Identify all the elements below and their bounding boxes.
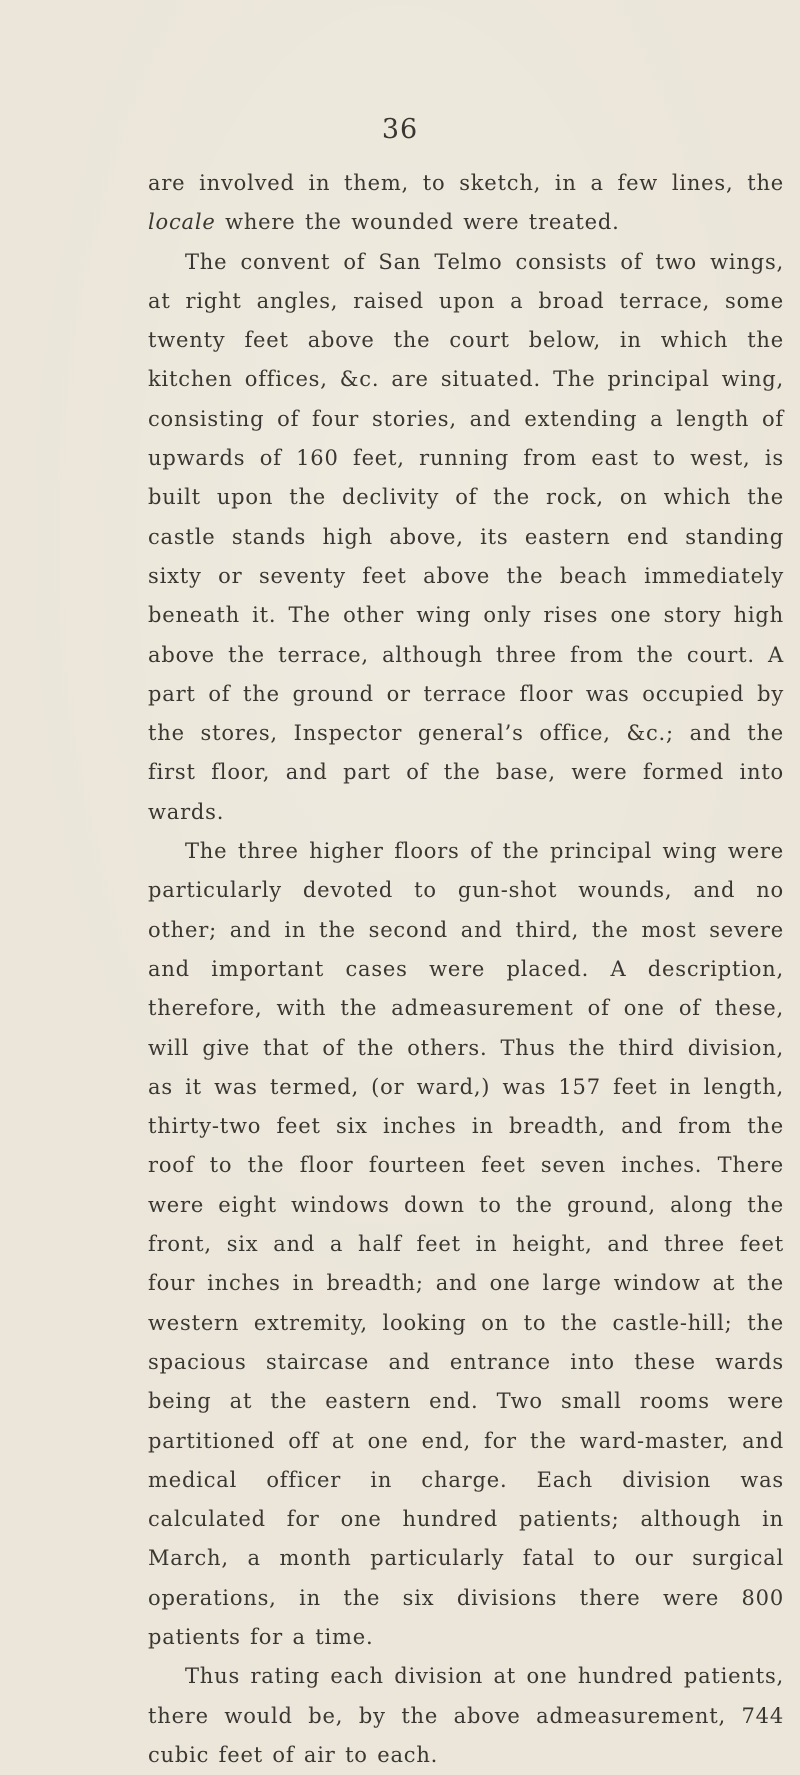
paragraph-2: The convent of San Telmo consists of two wings, at right angles, raised upon a broad terrace, some twenty feet above the court below, in which the kitchen offices, &c. are situated. The principal wing, consisting of four stories, and extending a length of upwards of 160 feet, running from east to west, is built upon the declivity of the rock, on which the castle stands high above, its eastern end standing sixty or seventy feet above the beach immediately beneath it. The other wing only rises one story high above the terrace, although three from the court. A part of the ground or terrace floor was occupied by the stores, Inspector general’s office, &c.; and the first floor, and part of the base, were formed into wards. (148, 249, 784, 824)
paragraph-4: Thus rating each division at one hundred patients, there would be, by the above admeasurement, 744 cubic feet of air to each. (148, 1664, 784, 1767)
paragraph-3: The three higher floors of the principal wing were particularly devoted to gun-shot wounds, and no other; and in the second and third, the most severe and important cases were placed. A description, therefore, with the admeasurement of one of these, will give that of the others. Thus the third division, as it was termed, (or ward,) was 157 feet in length, thirty-two feet six inches in breadth, and from the roof to the floor fourteen feet seven inches. There were eight windows down to the ground, along the front, six and a half feet in height, and three feet four inches in breadth; and one large window at the western extremity, looking on to the castle-hill; the spacious staircase and entrance into these wards being at the eastern end. Two small rooms were partitioned off at one end, for the ward-master, and medical officer in charge. Each division was calculated for one hundred patients; although in March, a month particularly fatal to our surgical operations, in the six divisions there were 800 patients for a time. (148, 839, 784, 1649)
italic-word: locale (148, 210, 216, 235)
paragraph-1: are involved in them, to sketch, in a few lines, the locale where the wounded were treated. (148, 171, 784, 235)
page-number: 36 (381, 114, 419, 145)
body-text (148, 164, 784, 1775)
